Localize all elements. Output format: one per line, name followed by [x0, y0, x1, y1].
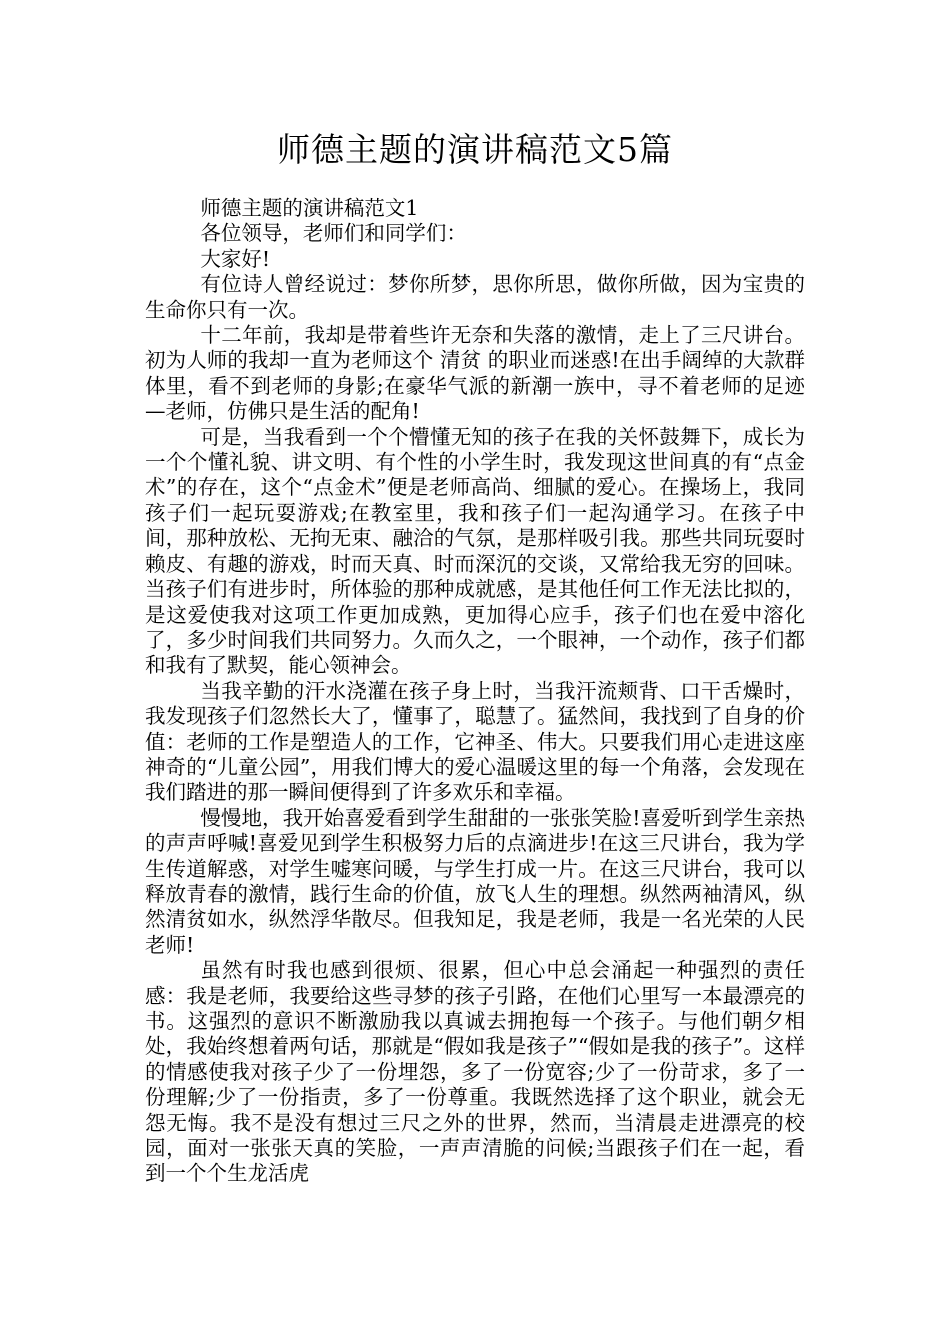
paragraph: 虽然有时我也感到很烦、很累，但心中总会涌起一种强烈的责任感：我是老师，我要给这些寻梦的孩子引路，在他们心里写一本最漂亮的书。这强烈的意识不断激励我以真诚去拥抱每一个孩子。与他们朝夕相处，我始终想着两句话，那就是“假如我是孩子”“假如是我的孩子”。这样的情感使我对孩子少了一份埋怨，多了一份宽容;少了一份苛求，多了一份理解;少了一份指责，多了一份尊重。我既然选择了这个职业，就会无怨无悔。我不是没有想过三尺之外的世界，然而，当清晨走进漂亮的校园，面对一张张天真的笑脸，一声声清脆的问候;当跟孩子们在一起，看到一个个生龙活虎	[145, 958, 805, 1186]
paragraph: 当我辛勤的汗水浇灌在孩子身上时，当我汗流颊背、口干舌燥时，我发现孩子们忽然长大了，懂事了，聪慧了。猛然间，我找到了自身的价值：老师的工作是塑造人的工作，它神圣、伟大。只要我们用心走进这座神奇的“儿童公园”，用我们博大的爱心温暖这里的每一个角落，会发现在我们踏进的那一瞬间便得到了许多欢乐和幸福。	[145, 678, 805, 805]
salutation: 各位领导，老师们和同学们：	[200, 221, 467, 246]
paragraph: 有位诗人曾经说过：梦你所梦，思你所思，做你所做，因为宝贵的生命你只有一次。	[145, 272, 805, 322]
paragraph: 可是，当我看到一个个懵懂无知的孩子在我的关怀鼓舞下，成长为一个个懂礼貌、讲文明、有个性的小学生时，我发现这世间真的有“点金术”的存在，这个“点金术”便是老师高尚、细腻的爱心。在操场上，我同孩子们一起玩耍游戏;在教室里，我和孩子们一起沟通学习。在孩子中间，那种放松、无拘无束、融洽的气氛，是那样吸引我。那些共同玩耍时赖皮、有趣的游戏，时而天真、时而深沉的交谈，又常给我无穷的回味。当孩子们有进步时，所体验的那种成就感，是其他任何工作无法比拟的，是这爱使我对这项工作更加成熟，更加得心应手，孩子们也在爱中溶化了，多少时间我们共同努力。久而久之，一个眼神，一个动作，孩子们都和我有了默契，能心领神会。	[145, 424, 805, 678]
paragraph: 十二年前，我却是带着些许无奈和失落的激情，走上了三尺讲台。初为人师的我却一直为老师这个 清贫 的职业而迷惑!在出手阔绰的大款群体里，看不到老师的身影;在豪华气派的新潮一族中，寻不着老师的足迹—老师，仿佛只是生活的配角!	[145, 323, 805, 424]
paragraph: 慢慢地，我开始喜爱看到学生甜甜的一张张笑脸!喜爱听到学生亲热的声声呼喊!喜爱见到学生积极努力后的点滴进步!在这三尺讲台，我为学生传道解惑，对学生嘘寒问暖，与学生打成一片。在这三尺讲台，我可以释放青春的激情，践行生命的价值，放飞人生的理想。纵然两袖清风，纵然清贫如水，纵然浮华散尽。但我知足，我是老师，我是一名光荣的人民老师!	[145, 805, 805, 957]
greeting: 大家好!	[200, 246, 271, 271]
section-heading: 师德主题的演讲稿范文1	[200, 196, 419, 220]
document-title: 师德主题的演讲稿范文5篇	[277, 130, 673, 169]
document-body	[145, 196, 805, 1187]
